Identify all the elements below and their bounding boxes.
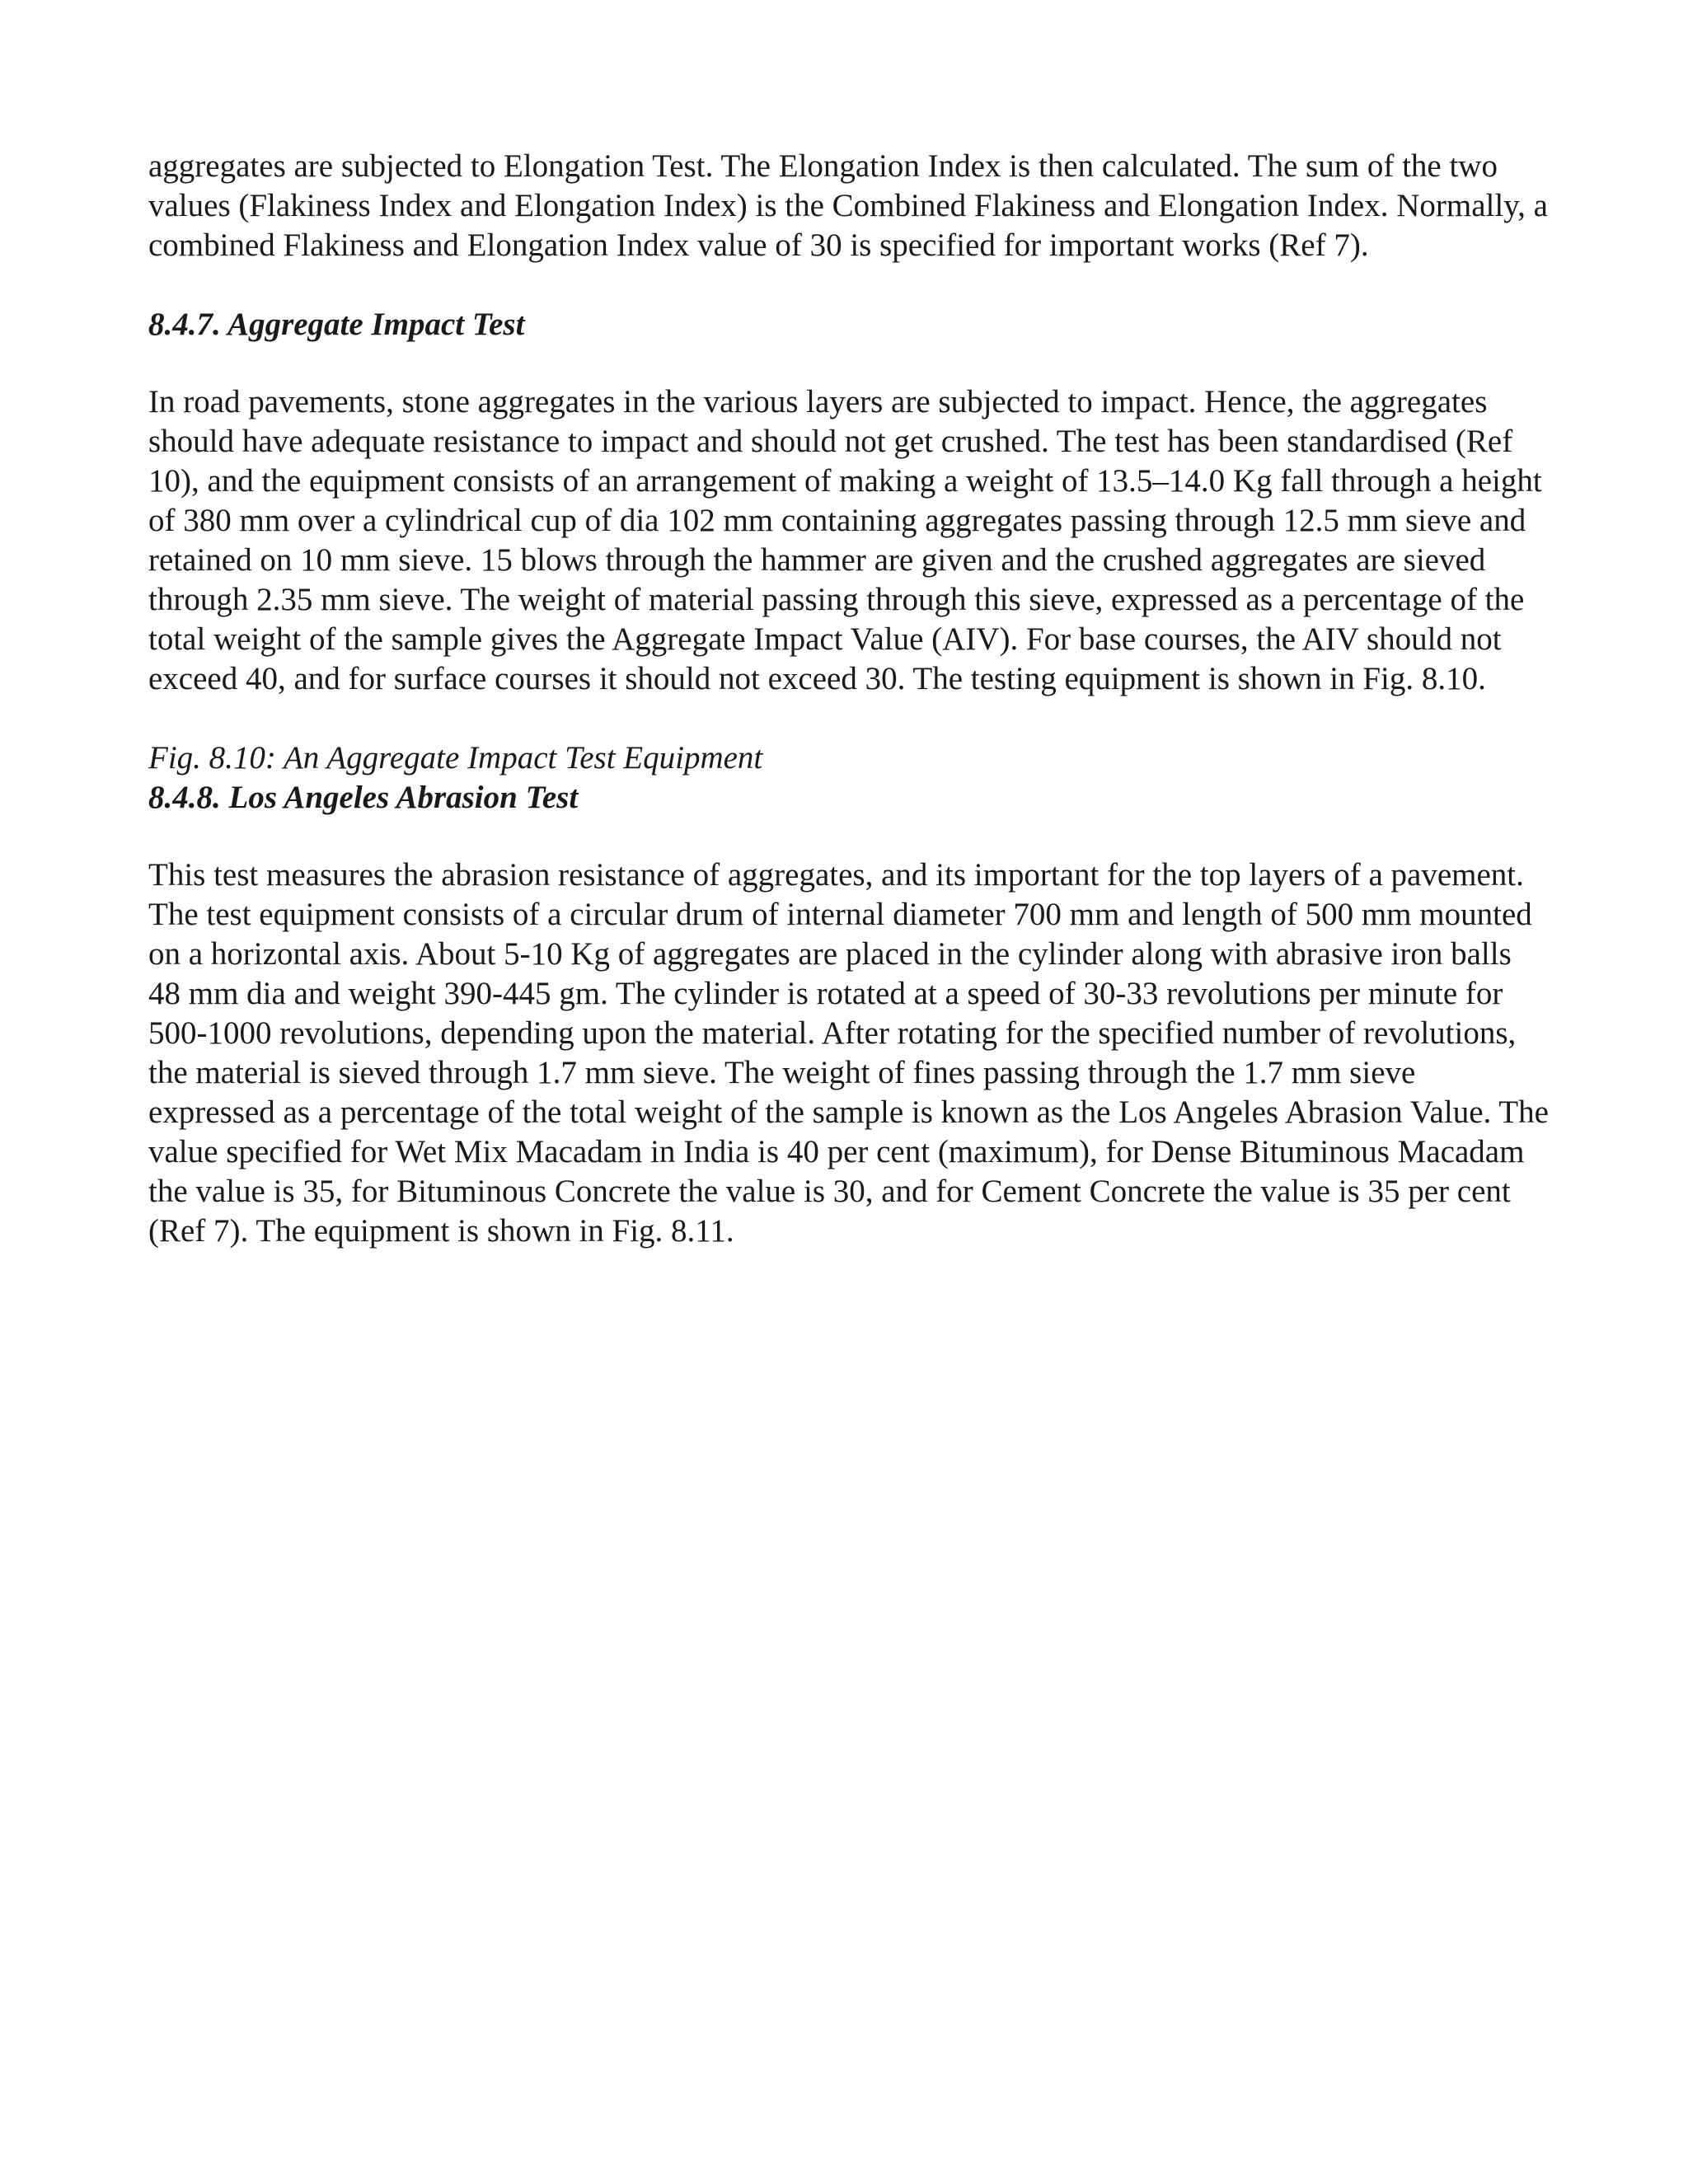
section-heading-aggregate-impact-test: 8.4.7. Aggregate Impact Test xyxy=(148,307,525,342)
section-heading-los-angeles-abrasion-test: 8.4.8. Los Angeles Abrasion Test xyxy=(148,780,579,815)
figure-caption-8-10: Fig. 8.10: An Aggregate Impact Test Equipment xyxy=(148,740,763,776)
paragraph-elongation: aggregates are subjected to Elongation Test. The Elongation Index is then calculated. The sum of the two values (Flakiness Index and Elongation Index) is the Combined Flakiness and Elongation Index. Normally, a combined Flakiness and Elongation Index value of 30 is specified for important works (Ref 7). xyxy=(148,148,1548,263)
document-page xyxy=(148,147,1550,1251)
paragraph-aggregate-impact: In road pavements, stone aggregates in the various layers are subjected to impact. Hence, the aggregates should have adequate resistance to impact and should not get crushed. The test has been standardised (Ref 10), and the equipment consists of an arrangement of making a weight of 13.5–14.0 Kg fall through a height of 380 mm over a cylindrical cup of dia 102 mm containing aggregates passing through 12.5 mm sieve and retained on 10 mm sieve. 15 blows through the hammer are given and the crushed aggregates are sieved through 2.35 mm sieve. The weight of material passing through this sieve, expressed as a percentage of the total weight of the sample gives the Aggregate Impact Value (AIV). For base courses, the AIV should not exceed 40, and for surface courses it should not exceed 30. The testing equipment is shown in Fig. 8.10. xyxy=(148,384,1542,696)
paragraph-los-angeles-abrasion: This test measures the abrasion resistance of aggregates, and its important for the top layers of a pavement. The test equipment consists of a circular drum of internal diameter 700 mm and length of 500 mm mounted on a horizontal axis. About 5-10 Kg of aggregates are placed in the cylinder along with abrasive iron balls 48 mm dia and weight 390-445 gm. The cylinder is rotated at a speed of 30-33 revolutions per minute for 500-1000 revolutions, depending upon the material. After rotating for the specified number of revolutions, the material is sieved through 1.7 mm sieve. The weight of fines passing through the 1.7 mm sieve expressed as a percentage of the total weight of the sample is known as the Los Angeles Abrasion Value. The value specified for Wet Mix Macadam in India is 40 per cent (maximum), for Dense Bituminous Macadam the value is 35, for Bituminous Concrete the value is 30, and for Cement Concrete the value is 35 per cent (Ref 7). The equipment is shown in Fig. 8.11. xyxy=(148,857,1549,1249)
